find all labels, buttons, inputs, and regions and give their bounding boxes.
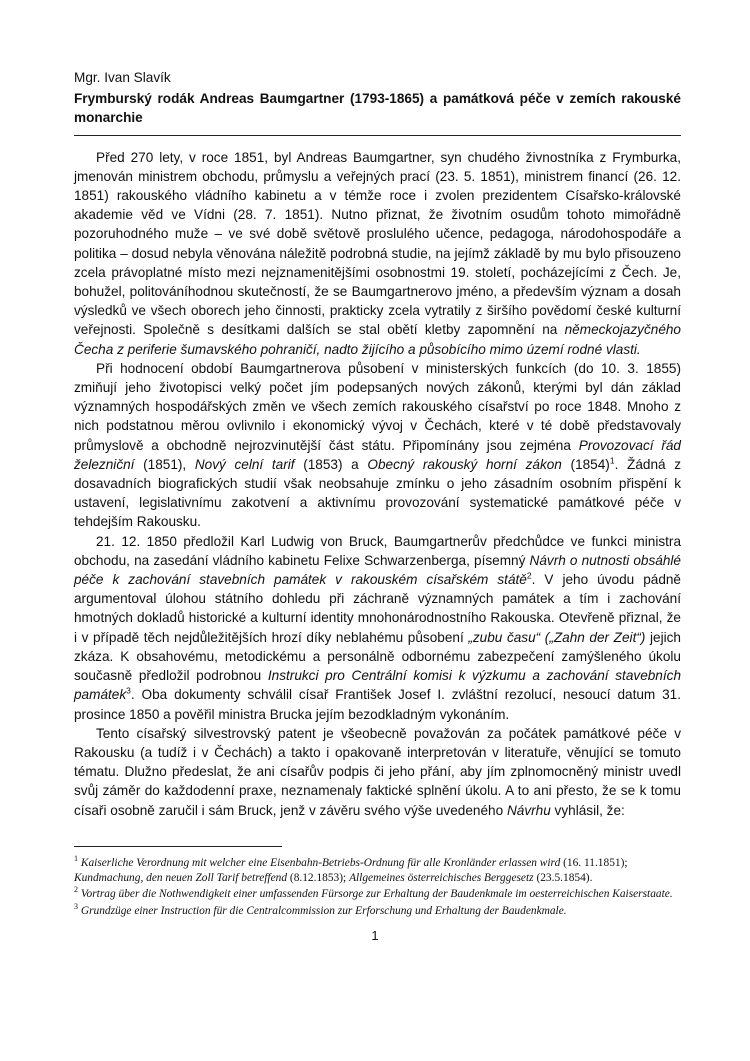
footnote-reference: 1 (609, 455, 615, 466)
footnotes (74, 856, 681, 920)
text-run: (23.5.1854). (533, 871, 593, 884)
footnote-reference: 2 (526, 570, 532, 581)
italic-text: Allgemeines österreichisches Berggesetz (349, 871, 534, 884)
italic-text: německojazyčného Čecha z periferie šumavského pohraničí, nadto žijícího a působícího mimo území rodné vlasti. (74, 322, 681, 357)
author-name: Mgr. Ivan Slavík (74, 70, 171, 85)
article-title: Frymburský rodák Andreas Baumgartner (1793-1865) a památková péče v zemích rakouské monarchie (74, 91, 681, 126)
text-run: jejich zkáza. K obsahovému, metodickému a personálně odbornému zabezpečení zamýšleného úkolu současně předložil podrobnou (74, 629, 681, 684)
text-run: . Žádná z dosavadních biografických studií však neobsahuje zmínku o jeho zásadním osobním přispění k ustavení, legislativnímu zakotvení a aktivnímu provozování systematické památkové péče v tehdejším Rakousku. (74, 456, 682, 530)
footnote-reference: 3 (74, 901, 78, 911)
text-run: . Oba dokumenty schválil císař František Josef I. zvláštní rezolucí, nesoucí datum 31. prosince 1850 a pověřil ministra Brucka jejím bezodkladným vykonáním. (74, 687, 681, 722)
body-paragraph (74, 724, 681, 820)
italic-text: Kaiserliche Verordnung mit welcher eine Eisenbahn-Betriebs-Ordnung für alle Kronländer erlassen wird (80, 857, 561, 869)
text-run: Před 270 lety, v roce 1851, byl Andreas Baumgartner, syn chudého živnostníka z Frymburka, jmenován ministrem obchodu, průmyslu a veřejných prací (23. 5. 1851), ministrem financí (26. 12. 1851) rakouského vládního kabinetu a v témže roce i zvolen prezidentem Císařsko-královské akademie věd ve Vídni (28. 7. 1851). Nutno přiznat, že životním osudům tohoto mimořádně pozoruhodného muže – ve své době světově proslulého učence, pedagoga, národohospodáře a politika – dosud nebyla věnována náležitě podrobná studie, na jejímž základě by mu bylo přisouzeno zcela právoplatné místo mezi nejznamenitějšími osobnostmi 19. století, pocházejícími z Čech. Je, bohužel, politováníhodnou skutečností, že se Baumgartnerovo jméno, a především význam a dosah výsledků ve všech oborech jeho činnosti, prakticky zcela vytratily z širšího povědomí české kulturní veřejnosti. Společně s desítkami dalších se stal obětí kletby zapomnění na (74, 149, 681, 338)
italic-text: Instrukci pro Centrální komisi k výzkumu a zachování stavebních památek (74, 668, 682, 703)
italic-text: Grundzüge einer Instruction für die Centralcommission zur Erforschung und Erhaltung der Baudenkmale. (80, 904, 567, 917)
footnote-reference: 3 (126, 685, 131, 696)
text-run: (1853) a (294, 456, 368, 472)
text-run: Při hodnocení období Baumgartnerova působení v ministerských funkcích (do 10. 3. 1855) zmiňují jeho životopisci velký počet jím podepsaných nových zákonů, kterými byl dán základ významných hospodářských změn ve všech zemích rakouského císařství po roce 1848. Mnoho z nich podstatnou měrou ovlivnilo i ekonomický vývoj v Čechách, které v té době představovaly průmyslově a obchodně nejrozvinutější část státu. Připomínány jsou zejména (74, 360, 681, 453)
text-run: (8.12.1853); (287, 871, 350, 884)
body-paragraph (74, 359, 681, 532)
italic-text: Návrh o nutnosti obsáhlé péče k zachování stavebních památek v rakouském císařském státě (74, 552, 681, 588)
text-run: (1854) (561, 456, 610, 472)
text-run: (1851), (134, 456, 195, 472)
footnote-reference: 1 (74, 854, 78, 864)
italic-text: Návrhu (506, 802, 551, 818)
body-paragraph (74, 148, 681, 359)
italic-text: Kundmachung, den neuen Zoll Tarif betreffend (74, 871, 288, 884)
text-run: Tento císařský silvestrovský patent je všeobecně považován za počátek památkové péče v Rakousku (a tudíž i v Čechách) a takto i opakovaně interpretován v literatuře, věnující se tomuto tématu. Dlužno předeslat, že ani císařův podpis či jeho přání, aby jím zplnomocněný ministr uvedl svůj záměr do každodenní praxe, neznamenaly faktické splnění úkolu. A to ani přesto, že se k tomu císaři osobně zaručil i sám Bruck, jenž v závěru svého výše uvedeného (74, 725, 681, 818)
text-run: (16. 11.1851); (560, 857, 628, 869)
title-divider (74, 135, 681, 136)
italic-text: Vortrag über die Nothwendigkeit einer umfassenden Fürsorge zur Erhaltung der Baudenkmale im oesterreichischen Kaiserstaate. (80, 888, 673, 901)
body-text (74, 148, 681, 820)
text-run: . V jeho úvodu pádně argumentoval úlohou státního dohledu při záchraně významných památek a tím i zachování hmotných dokladů historické a kulturní identity mnohonárodnostního Rakouska. Otevřeně přiznal, že i v případě těch nejdůležitějších hrozí díky neblahému působení (74, 572, 681, 645)
footnote-divider (74, 846, 282, 847)
italic-text: Obecný rakouský horní zákon (367, 456, 562, 472)
page-content (74, 68, 681, 820)
footnote (74, 856, 681, 885)
page-number: 1 (371, 928, 379, 943)
text-run: 21. 12. 1850 předložil Karl Ludwig von Bruck, Baumgartnerův předchůdce ve funkci ministra obchodu, na zasedání vládního kabinetu Felixe Schwarzenberga, písemný (74, 533, 681, 568)
footnote-reference: 2 (74, 885, 78, 895)
text-run: vyhlásil, že: (550, 802, 625, 818)
footnote (74, 887, 681, 902)
italic-text: Provozovací řád železniční (74, 437, 681, 472)
footnote (74, 901, 681, 919)
italic-text: „zubu času“ („Zahn der Zeit“) (468, 629, 646, 645)
body-paragraph (74, 532, 681, 724)
italic-text: Nový celní tarif (194, 456, 295, 472)
